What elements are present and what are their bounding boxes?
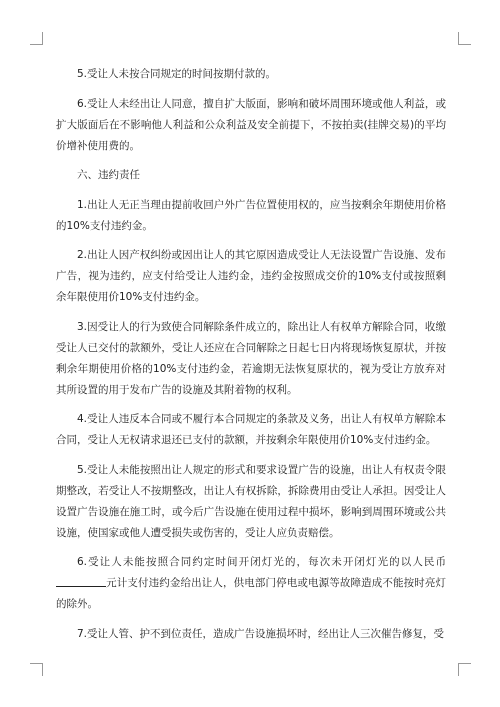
paragraph-with-blank bbox=[56, 552, 446, 615]
paragraph: 6.受让人未经出让人同意，擅自扩大版面，影响和破坏周围环境或他人利益，或扩大版面后在不影响他人利益和公众利益及安全前提下，不按拍卖(挂牌交易)的平均价增补使用费的。 bbox=[56, 97, 446, 152]
amount-blank-line bbox=[56, 574, 92, 587]
paragraph: 2.出让人因产权纠纷或因出让人的其它原因造成受让人无法设置广告设施、发布广告，视为违约，应支付给受让人违约金，违约金按照成交价的10%支付或按照剩余年限使用价10%支付违约金。 bbox=[56, 249, 446, 303]
crop-mark-bottom-left bbox=[30, 663, 43, 676]
crop-mark-top-left bbox=[30, 32, 43, 45]
paragraph: 4.受让人违反本合同或不履行本合同规定的条款及义务，出让人有权单方解除本合同，受让人无权请求退还已支付的款额，并按剩余年限使用价10%支付违约金。 bbox=[56, 413, 446, 446]
crop-mark-bottom-right bbox=[458, 663, 471, 676]
section-heading: 六、违约责任 bbox=[77, 169, 140, 181]
amount-blank-line-continued bbox=[92, 574, 106, 587]
document-body bbox=[56, 64, 446, 653]
paragraph: 5.受让人未按合同规定的时间按期付款的。 bbox=[77, 68, 277, 80]
paragraph: 5.受让人未能按照出让人规定的形式和要求设置广告的设施，出让人有权责令限期整改，若受让人不按期整改，出让人有权拆除，拆除费用由受让人承担。因受让人设置广告设施在施工时，或今后广告设施在使用过程中损坏，影响到周围环境或公共设施，使国家或他人遭受损失或伤害的，受让人应负责赔偿。 bbox=[56, 463, 446, 539]
paragraph-text: 6.受让人未能按照合同约定时间开闭灯光的，每次未开闭灯光的以人民币 bbox=[77, 556, 446, 568]
paragraph: 1.出让人无正当理由提前收回户外广告位置使用权的，应当按剩余年期使用价格的10%支付违约金。 bbox=[56, 198, 446, 232]
paragraph: 3.因受让人的行为致使合同解除条件成立的，除出让人有权单方解除合同，收缴受让人已交付的款额外，受让人还应在合同解除之日起七日内将现场恢复原状，并按剩余年期使用价格的10%支付违约金，若逾期无法恢复原状的，视为受让方放弃对其所设置的用于发布广告的设施及其附着物的权利。 bbox=[56, 320, 446, 396]
paragraph: 7.受让人管、护不到位责任，造成广告设施损坏时，经出让人三次催告修复，受 bbox=[77, 627, 445, 640]
paragraph-text: 元计支付违约金给出让人，供电部门停电或电源等故障造成不能按时亮灯的除外。 bbox=[56, 577, 446, 610]
crop-mark-top-right bbox=[458, 32, 471, 45]
